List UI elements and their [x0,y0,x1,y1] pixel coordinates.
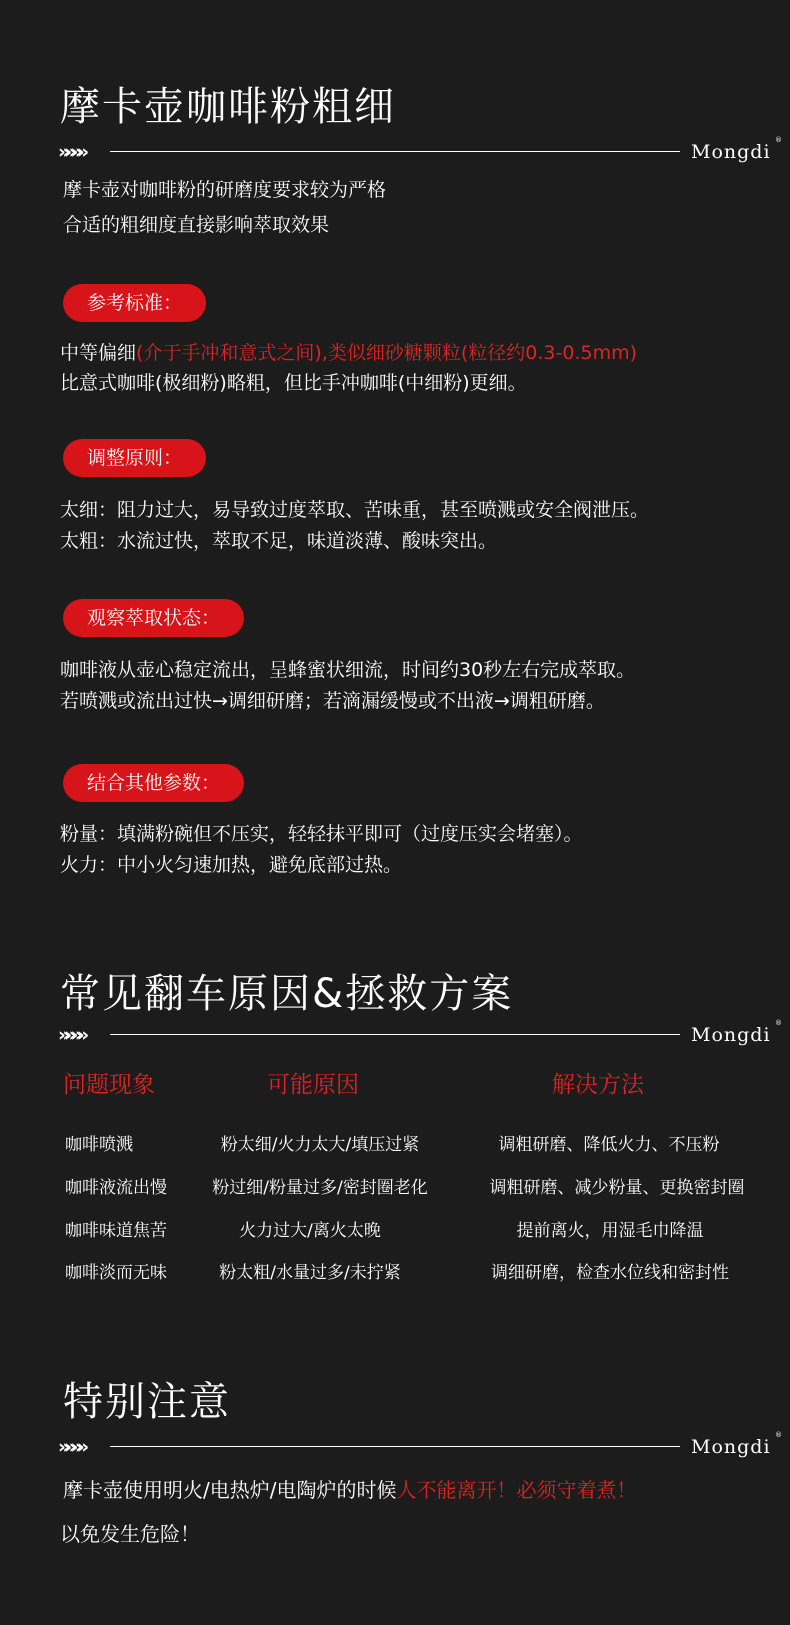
table-cell-solution: 提前离火，用湿毛巾降温 [516,1221,704,1241]
notice-line-1-white: 摩卡壶使用明火/电热炉/电陶炉的时候 [63,1478,397,1502]
table-cell-cause: 粉太粗/水量过多/未拧紧 [219,1263,401,1283]
label-reference-standard: 参考标准： [63,284,206,322]
table-header-solution: 解决方法 [552,1072,644,1098]
table-cell-symptom: 咖啡淡而无味 [65,1263,167,1283]
notice-line-1-red: 人不能离开！必须守着煮！ [396,1478,637,1502]
table-cell-solution: 调粗研磨、降低火力、不压粉 [498,1135,720,1155]
label-other-parameters: 结合其他参数： [63,764,244,802]
label-observe-extraction: 观察萃取状态： [63,599,244,637]
adjust-line-2: 太粗：水流过快，萃取不足，味道淡薄、酸味突出。 [60,530,498,552]
chevrons-icon: »»»» [58,1024,84,1046]
label-adjust-principle: 调整原则： [63,439,206,477]
chevrons-icon: »»»» [58,141,84,163]
intro-line-2: 合适的粗细度直接影响萃取效果 [63,214,330,236]
table-cell-symptom: 咖啡味道焦苦 [65,1221,167,1241]
reference-line-1-red: (介于手冲和意式之间),类似细砂糖颗粒(粒径约0.3-0.5mm) [136,342,638,364]
divider-line [110,1446,680,1447]
registered-mark: ® [775,1019,782,1027]
table-header-cause: 可能原因 [267,1072,359,1098]
intro-line-1: 摩卡壶对咖啡粉的研磨度要求较为严格 [63,179,387,201]
params-line-1: 粉量：填满粉碗但不压实，轻轻抹平即可（过度压实会堵塞）。 [60,823,583,845]
section-divider [58,1019,782,1050]
table-cell-cause: 粉太细/火力太大/填压过紧 [220,1135,420,1155]
registered-mark: ® [775,1431,782,1439]
divider-line [110,151,680,152]
params-line-2: 火力：中小火匀速加热，避免底部过热。 [60,854,403,876]
brand-logo: Mongdi [691,1436,771,1458]
table-cell-symptom: 咖啡喷溅 [65,1135,133,1155]
section-title-special-notice: 特别注意 [63,1379,231,1425]
notice-line-1 [63,1475,636,1505]
notice-line-2: 以免发生危险！ [60,1522,200,1546]
brand-logo: Mongdi [691,1024,771,1046]
table-cell-symptom: 咖啡液流出慢 [65,1178,167,1198]
section-divider [58,1431,782,1462]
brand-logo: Mongdi [691,141,771,163]
reference-line-1 [60,338,637,368]
section-divider [58,136,782,167]
table-header-symptom: 问题现象 [63,1072,155,1098]
observe-line-1: 咖啡液从壶心稳定流出，呈蜂蜜状细流，时间约30秒左右完成萃取。 [60,659,636,681]
reference-line-1-white: 中等偏细 [60,342,137,364]
table-cell-solution: 调细研磨，检查水位线和密封性 [491,1263,729,1283]
reference-line-2: 比意式咖啡(极细粉)略粗，但比手冲咖啡(中细粉)更细。 [60,372,527,394]
chevrons-icon: »»»» [58,1436,84,1458]
section-title-troubleshooting: 常见翻车原因&拯救方案 [60,971,514,1017]
table-cell-cause: 粉过细/粉量过多/密封圈老化 [212,1178,428,1198]
divider-line [110,1034,680,1035]
table-cell-solution: 调粗研磨、减少粉量、更换密封圈 [489,1178,745,1198]
registered-mark: ® [775,136,782,144]
observe-line-2: 若喷溅或流出过快→调细研磨；若滴漏缓慢或不出液→调粗研磨。 [60,690,605,712]
adjust-line-1: 太细：阻力过大，易导致过度萃取、苦味重，甚至喷溅或安全阀泄压。 [60,499,650,521]
section-title-grind-size: 摩卡壶咖啡粉粗细 [60,84,396,130]
table-cell-cause: 火力过大/离火太晚 [239,1221,381,1241]
